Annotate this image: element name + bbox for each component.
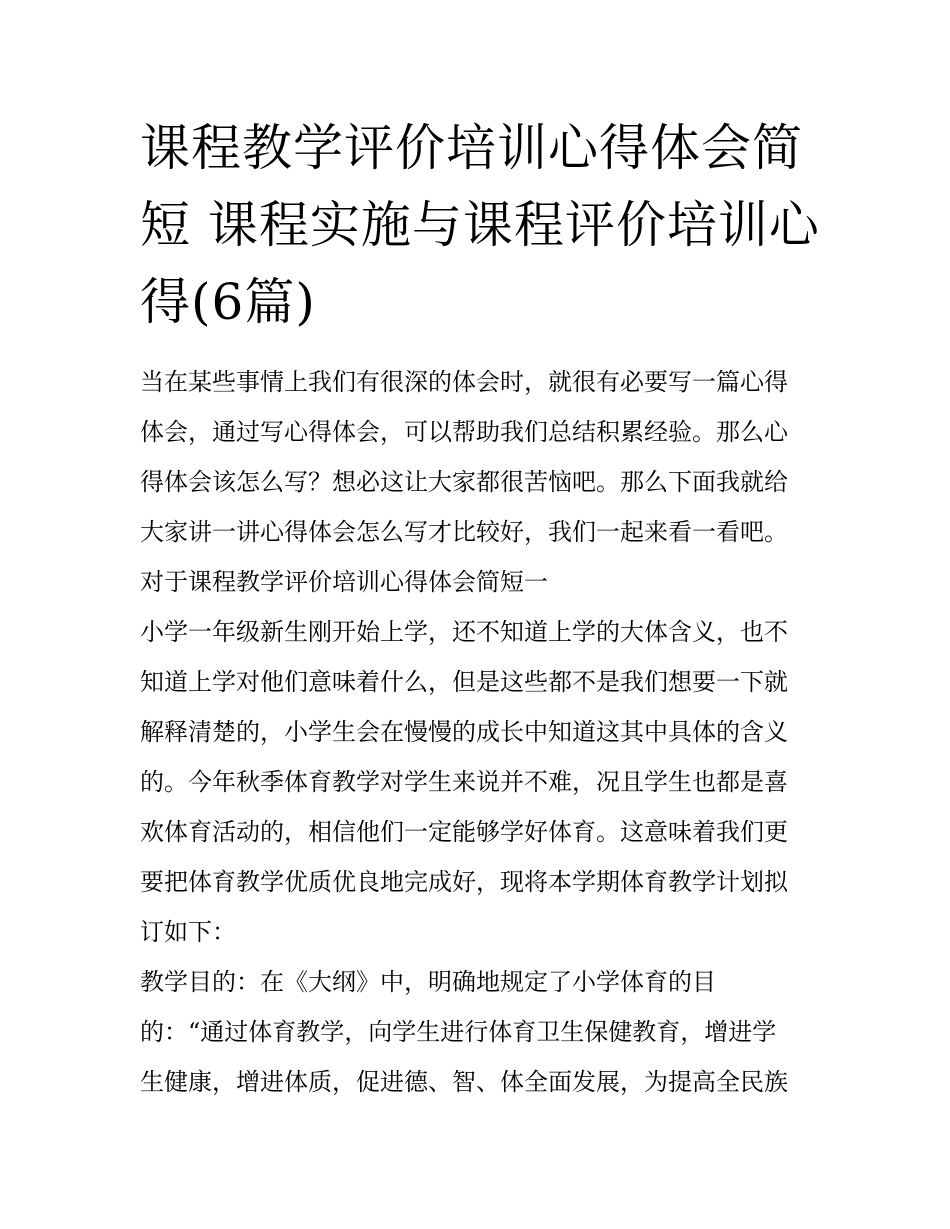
- body-line: 当在某些事情上我们有很深的体会时，就很有必要写一篇心得: [140, 368, 788, 396]
- body-line: 体会，通过写心得体会，可以帮助我们总结积累经验。那么心: [140, 418, 788, 446]
- body-line: 得体会该怎么写？想必这让大家都很苦恼吧。那么下面我就给: [140, 468, 788, 496]
- section-heading: 对于课程教学评价培训心得体会简短一: [140, 568, 548, 596]
- title-line: 课程教学评价培训心得体会简: [140, 119, 803, 177]
- body-line: 教学目的：在《大纲》中，明确地规定了小学体育的目: [140, 968, 716, 996]
- body-line: 的。今年秋季体育教学对学生来说并不难，况且学生也都是喜: [140, 768, 788, 796]
- body-line: 大家讲一讲心得体会怎么写才比较好，我们一起来看一看吧。: [140, 518, 788, 546]
- body-line: 欢体育活动的，相信他们一定能够学好体育。这意味着我们更: [140, 818, 788, 846]
- page-title: [140, 110, 820, 341]
- title-line: 短 课程实施与课程评价培训心: [140, 196, 820, 254]
- body-line: 小学一年级新生刚开始上学，还不知道上学的大体含义，也不: [140, 618, 788, 646]
- body-text: [140, 357, 820, 1107]
- body-line: 生健康，增进体质，促进德、智、体全面发展，为提高全民族: [140, 1068, 788, 1096]
- body-line: 知道上学对他们意味着什么，但是这些都不是我们想要一下就: [140, 668, 788, 696]
- body-line: 的：“通过体育教学，向学生进行体育卫生保健教育，增进学: [140, 1018, 777, 1046]
- body-line: 要把体育教学优质优良地完成好，现将本学期体育教学计划拟: [140, 868, 788, 896]
- title-line: 得(6篇): [140, 273, 316, 331]
- body-line: 解释清楚的，小学生会在慢慢的成长中知道这其中具体的含义: [140, 718, 788, 746]
- body-line: 订如下：: [140, 918, 236, 946]
